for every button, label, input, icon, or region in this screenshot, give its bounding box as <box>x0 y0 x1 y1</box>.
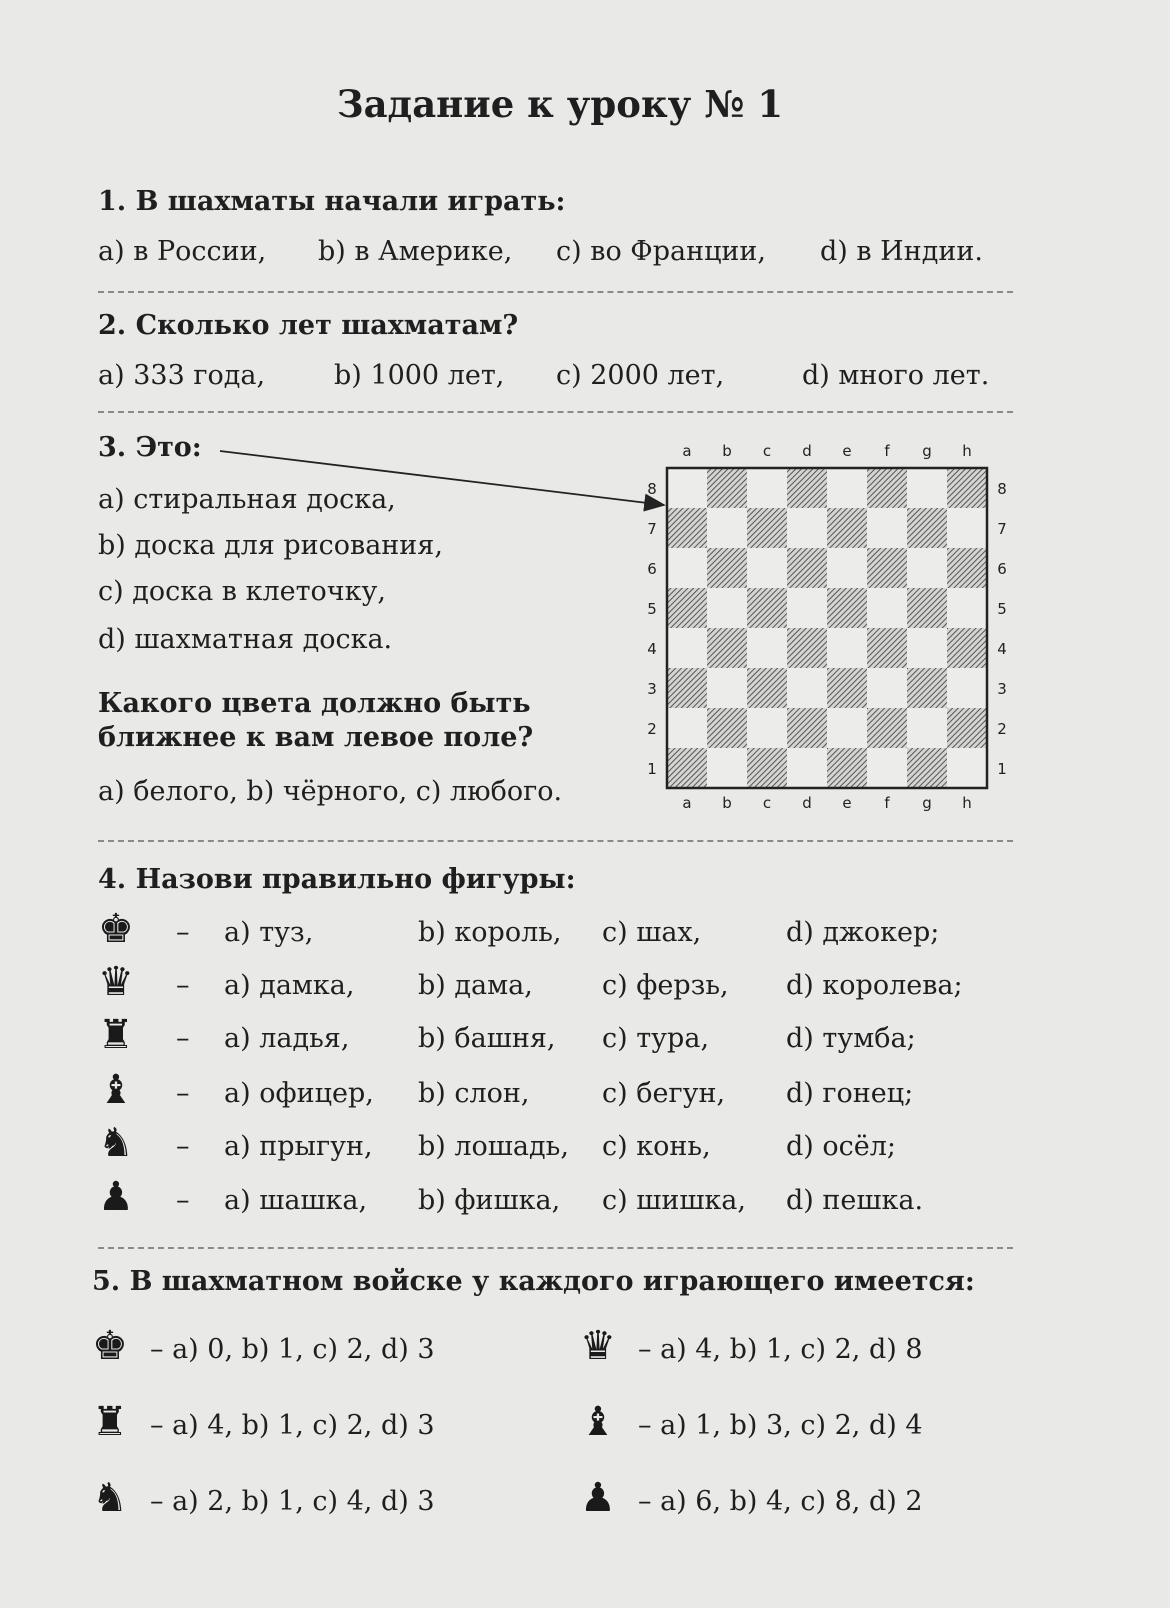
dark-square <box>867 708 907 748</box>
q4-row-option: b) дама, <box>418 970 533 1001</box>
light-square <box>867 668 907 708</box>
light-square <box>827 548 867 588</box>
light-square <box>787 668 827 708</box>
q2-option-d: d) много лет. <box>802 360 990 391</box>
chess-board <box>630 436 1020 818</box>
dark-square <box>707 628 747 668</box>
dark-square <box>947 708 987 748</box>
q4-row-option: а) прыгун, <box>224 1131 373 1162</box>
board-label: f <box>884 442 890 460</box>
q3-subquestion-line2: ближнее к вам левое поле? <box>98 722 534 753</box>
light-square <box>787 508 827 548</box>
pawn-icon: ♟ <box>580 1475 616 1521</box>
board-label: 4 <box>647 640 657 658</box>
q2-option-b: b) 1000 лет, <box>334 360 505 391</box>
board-label: g <box>922 794 932 812</box>
board-label: g <box>922 442 932 460</box>
board-label: c <box>762 442 772 460</box>
q1-option-d: d) в Индии. <box>820 236 983 267</box>
q2-option-a: а) 333 года, <box>98 360 266 391</box>
king-icon: ♚ <box>98 906 134 952</box>
light-square <box>667 628 707 668</box>
q4-row-option: d) тумба; <box>786 1023 916 1054</box>
q4-row-option: b) лошадь, <box>418 1131 569 1162</box>
q4-row-option: а) туз, <box>224 917 314 948</box>
q3-option-c: c) доска в клеточку, <box>98 576 386 607</box>
light-square <box>947 748 987 788</box>
question-3: 3. Это: <box>98 432 202 463</box>
q4-row-option: а) дамка, <box>224 970 355 1001</box>
dark-square <box>707 708 747 748</box>
q4-row-option: а) шашка, <box>224 1185 368 1216</box>
question-4: 4. Назови правильно фигуры: <box>98 864 576 895</box>
light-square <box>667 468 707 508</box>
q4-row-option: b) король, <box>418 917 562 948</box>
knight-icon: ♞ <box>98 1120 134 1166</box>
light-square <box>907 548 947 588</box>
q4-row-option: c) ферзь, <box>602 970 729 1001</box>
rook-icon: ♜ <box>92 1399 128 1445</box>
q4-row-option: b) фишка, <box>418 1185 561 1216</box>
board-label: 4 <box>997 640 1007 658</box>
light-square <box>707 588 747 628</box>
board-label: e <box>842 442 852 460</box>
light-square <box>747 708 787 748</box>
dash: – <box>176 1023 190 1054</box>
q2-option-c: c) 2000 лет, <box>556 360 725 391</box>
light-square <box>827 468 867 508</box>
dark-square <box>947 628 987 668</box>
board-label: h <box>962 794 972 812</box>
q3-option-b: b) доска для рисования, <box>98 530 443 561</box>
light-square <box>787 588 827 628</box>
dark-square <box>867 548 907 588</box>
dark-square <box>907 588 947 628</box>
dark-square <box>667 748 707 788</box>
q4-row-option: а) ладья, <box>224 1023 350 1054</box>
board-label: 3 <box>647 680 657 698</box>
q4-row-option: d) королева; <box>786 970 963 1001</box>
q4-row-option: b) слон, <box>418 1078 530 1109</box>
dark-square <box>787 628 827 668</box>
dark-square <box>707 468 747 508</box>
dark-square <box>747 588 787 628</box>
bishop-icon: ♝ <box>580 1399 616 1445</box>
q3-option-d: d) шахматная доска. <box>98 624 393 655</box>
q4-row-option: d) осёл; <box>786 1131 897 1162</box>
dark-square <box>787 708 827 748</box>
dark-square <box>747 508 787 548</box>
light-square <box>747 628 787 668</box>
dark-square <box>787 468 827 508</box>
light-square <box>947 508 987 548</box>
dark-square <box>867 628 907 668</box>
light-square <box>907 628 947 668</box>
board-label: d <box>802 442 812 460</box>
board-label: 1 <box>647 760 657 778</box>
light-square <box>947 588 987 628</box>
board-label: 5 <box>997 600 1007 618</box>
dark-square <box>827 588 867 628</box>
pawn-icon: ♟ <box>98 1174 134 1220</box>
light-square <box>707 748 747 788</box>
dark-square <box>707 548 747 588</box>
board-label: 8 <box>647 480 657 498</box>
light-square <box>707 508 747 548</box>
board-label: a <box>682 442 692 460</box>
board-label: 6 <box>647 560 657 578</box>
dash: – <box>176 1078 190 1109</box>
light-square <box>867 748 907 788</box>
light-square <box>827 628 867 668</box>
dark-square <box>667 668 707 708</box>
q5-item-answer: – а) 4, b) 1, c) 2, d) 3 <box>150 1410 435 1441</box>
light-square <box>747 548 787 588</box>
board-label: d <box>802 794 812 812</box>
board-label: 6 <box>997 560 1007 578</box>
light-square <box>947 668 987 708</box>
dark-square <box>787 548 827 588</box>
light-square <box>667 548 707 588</box>
q5-item-answer: – а) 2, b) 1, c) 4, d) 3 <box>150 1486 435 1517</box>
q4-row-option: c) конь, <box>602 1131 711 1162</box>
king-icon: ♚ <box>92 1323 128 1369</box>
q4-row-option: d) джокер; <box>786 917 940 948</box>
dash: – <box>176 1185 190 1216</box>
dark-square <box>907 668 947 708</box>
light-square <box>827 708 867 748</box>
board-label: 8 <box>997 480 1007 498</box>
dark-square <box>947 468 987 508</box>
light-square <box>667 708 707 748</box>
rook-icon: ♜ <box>98 1012 134 1058</box>
board-label: 5 <box>647 600 657 618</box>
q3-option-a: а) стиральная доска, <box>98 484 396 515</box>
light-square <box>867 508 907 548</box>
dark-square <box>747 748 787 788</box>
board-label: f <box>884 794 890 812</box>
dark-square <box>747 668 787 708</box>
q4-row-option: c) шах, <box>602 917 702 948</box>
q4-row-option: d) пешка. <box>786 1185 924 1216</box>
dark-square <box>867 468 907 508</box>
queen-icon: ♛ <box>580 1323 616 1369</box>
board-label: e <box>842 794 852 812</box>
board-label: 2 <box>647 720 657 738</box>
dark-square <box>667 508 707 548</box>
q1-option-b: b) в Америке, <box>318 236 513 267</box>
board-label: 3 <box>997 680 1007 698</box>
dark-square <box>907 748 947 788</box>
dark-square <box>827 668 867 708</box>
q4-row-option: c) бегун, <box>602 1078 726 1109</box>
board-label: 2 <box>997 720 1007 738</box>
q5-item-answer: – а) 0, b) 1, c) 2, d) 3 <box>150 1334 435 1365</box>
dark-square <box>827 508 867 548</box>
q1-option-a: а) в России, <box>98 236 267 267</box>
question-2: 2. Сколько лет шахматам? <box>98 310 519 341</box>
q4-row-option: d) гонец; <box>786 1078 914 1109</box>
q3-sub-options: а) белого, b) чёрного, c) любого. <box>98 776 563 807</box>
q5-item-answer: – а) 1, b) 3, c) 2, d) 4 <box>638 1410 923 1441</box>
dark-square <box>907 508 947 548</box>
board-label: 1 <box>997 760 1007 778</box>
light-square <box>867 588 907 628</box>
dash: – <box>176 917 190 948</box>
q5-item-answer: – а) 4, b) 1, c) 2, d) 8 <box>638 1334 923 1365</box>
separator <box>98 840 1013 842</box>
board-label: 7 <box>647 520 657 538</box>
page-title: Задание к уроку № 1 <box>336 82 784 126</box>
q4-row-option: а) офицер, <box>224 1078 374 1109</box>
dark-square <box>827 748 867 788</box>
q4-row-option: c) тура, <box>602 1023 710 1054</box>
board-label: c <box>762 794 772 812</box>
board-label: 7 <box>997 520 1007 538</box>
light-square <box>907 468 947 508</box>
light-square <box>747 468 787 508</box>
q1-option-c: c) во Франции, <box>556 236 767 267</box>
question-1: 1. В шахматы начали играть: <box>98 186 566 217</box>
board-label: b <box>722 442 732 460</box>
q4-row-option: c) шишка, <box>602 1185 746 1216</box>
q4-row-option: b) башня, <box>418 1023 556 1054</box>
q3-subquestion-line1: Какого цвета должно быть <box>98 688 531 719</box>
dash: – <box>176 1131 190 1162</box>
dash: – <box>176 970 190 1001</box>
knight-icon: ♞ <box>92 1475 128 1521</box>
light-square <box>907 708 947 748</box>
bishop-icon: ♝ <box>98 1067 134 1113</box>
dark-square <box>947 548 987 588</box>
question-5: 5. В шахматном войске у каждого играющего имеется: <box>92 1266 975 1297</box>
queen-icon: ♛ <box>98 959 134 1005</box>
board-label: b <box>722 794 732 812</box>
board-label: h <box>962 442 972 460</box>
dark-square <box>667 588 707 628</box>
q5-item-answer: – а) 6, b) 4, c) 8, d) 2 <box>638 1486 923 1517</box>
light-square <box>787 748 827 788</box>
board-label: a <box>682 794 692 812</box>
separator <box>98 1247 1013 1249</box>
light-square <box>707 668 747 708</box>
